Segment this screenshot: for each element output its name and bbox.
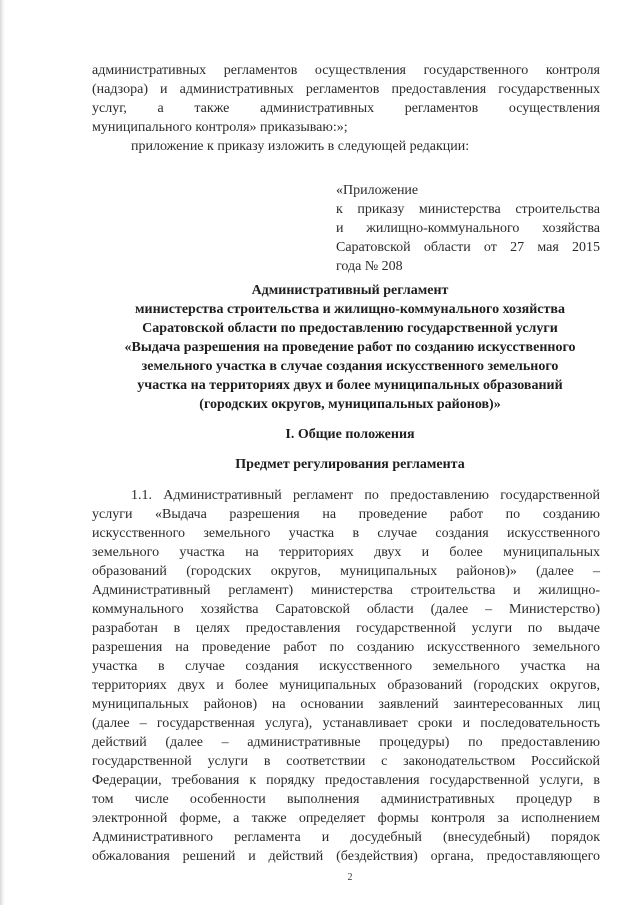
body-line-11: территориях двух и более муниципальных образований (городских округов,	[92, 678, 600, 693]
body-line-13: (далее – государственная услуга), устанавливает сроки и последовательность	[92, 716, 600, 731]
body-line-8: разработан в целях предоставления государственной услуги по выдаче	[92, 621, 600, 636]
intro-line-2: (надзора) и административных регламентов предоставления государственных	[92, 82, 600, 97]
intro-line-4: муниципального контроля» приказываю:»;	[92, 120, 348, 135]
body-line-19: Административного регламента и досудебный (внесудебный) порядок	[92, 830, 600, 845]
title-line-2: министерства строительства и жилищно-коммунального хозяйства	[135, 302, 565, 317]
section-subheading: Предмет регулирования регламента	[235, 457, 465, 472]
body-line-17: том числе особенности выполнения административных процедур в	[92, 792, 600, 807]
title-line-5: земельного участка в случае создания искусственного земельного	[141, 359, 559, 374]
intro-line-3: услуг, а также административных регламентов осуществления	[92, 101, 600, 116]
appendix-note-line-1: «Приложение	[336, 183, 419, 198]
body-line-3: искусственного земельного участка в случае создания искусственного	[92, 526, 600, 541]
section-heading: I. Общие положения	[285, 427, 415, 442]
intro-instruction: приложение к приказу изложить в следующей редакции:	[131, 139, 470, 154]
intro-line-1: административных регламентов осуществления государственного контроля	[92, 63, 600, 78]
body-line-4: земельного участка на территориях двух и более муниципальных	[92, 545, 600, 560]
body-line-12: муниципальных районов) на основании заявлений заинтересованных лиц	[92, 697, 600, 712]
body-line-7: коммунального хозяйства Саратовской области (далее – Министерство)	[92, 602, 600, 617]
appendix-note-line-5: года № 208	[336, 259, 403, 274]
appendix-note-line-3: и жилищно-коммунального хозяйства	[336, 221, 600, 236]
body-line-1: 1.1. Административный регламент по предоставлению государственной	[131, 488, 600, 503]
title-line-1: Административный регламент	[251, 283, 449, 298]
page-number: 2	[347, 872, 353, 883]
body-line-15: государственной услуги в соответствии с законодательством Российской	[92, 754, 600, 769]
body-line-6: Административный регламент) министерства строительства и жилищно-	[92, 583, 600, 598]
body-line-9: разрешения на проведение работ по созданию искусственного земельного	[92, 640, 600, 655]
body-line-5: образований (городских округов, муниципальных районов)» (далее –	[92, 564, 600, 579]
body-line-14: действий (далее – административные процедуры) по предоставлению	[92, 735, 600, 750]
title-line-7: (городских округов, муниципальных районов)»	[199, 397, 501, 412]
body-line-10: участка в случае создания искусственного земельного участка на	[92, 659, 600, 674]
title-line-4: «Выдача разрешения на проведение работ по созданию искусственного	[124, 340, 576, 355]
appendix-note-line-2: к приказу министерства строительства	[336, 202, 600, 217]
body-line-2: услуги «Выдача разрешения на проведение работ по созданию	[92, 507, 600, 522]
title-line-3: Саратовской области по предоставлению государственной услуги	[142, 321, 558, 336]
body-line-16: Федерации, требования к порядку предоставления государственной услуги, в	[92, 773, 600, 788]
scan-edge-shadow	[0, 0, 5, 905]
body-line-18: электронной форме, а также определяет формы контроля за исполнением	[92, 811, 600, 826]
title-line-6: участка на территориях двух и более муниципальных образований	[137, 378, 563, 393]
body-line-20: обжалования решений и действий (бездействия) органа, предоставляющего	[92, 849, 600, 864]
appendix-note-line-4: Саратовской области от 27 мая 2015	[336, 240, 600, 255]
